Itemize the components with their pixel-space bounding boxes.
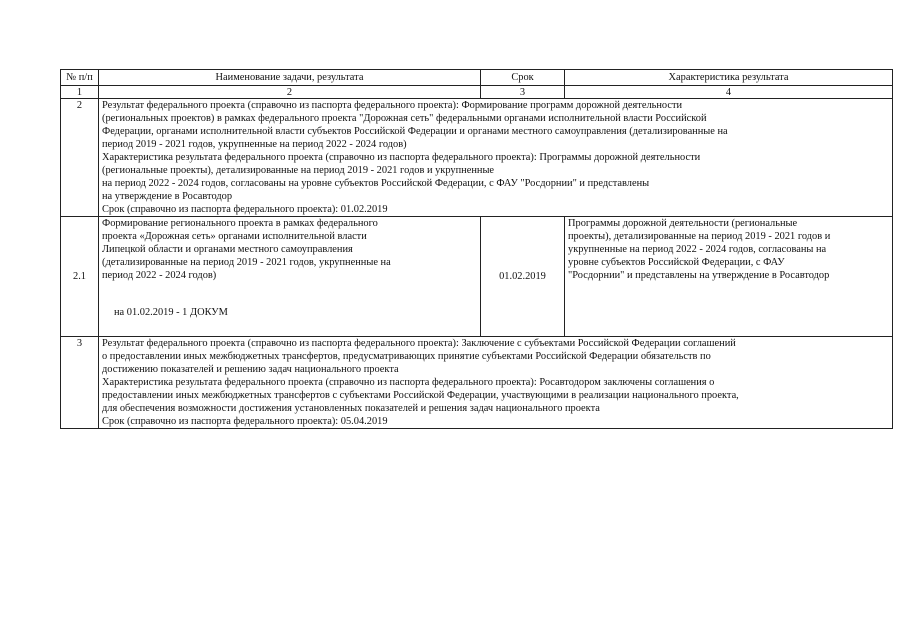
characteristic-text-line: (региональные проекты), детализированные на период 2019 - 2021 годов и укрупненные bbox=[102, 165, 495, 176]
row-number: 2.1 bbox=[61, 217, 99, 337]
header-name: Наименование задачи, результата bbox=[99, 70, 481, 86]
characteristic-text-line: предоставлении иных межбюджетных трансфертов с субъектами Российской Федерации, участвующими в реализации национального проекта, bbox=[102, 390, 739, 401]
federal-result-block bbox=[99, 99, 893, 217]
header-num: № п/п bbox=[61, 70, 99, 86]
column-number: 3 bbox=[481, 86, 565, 99]
documents-count: на 01.02.2019 - 1 ДОКУМ bbox=[114, 307, 228, 318]
characteristic-text-line: укрупненные на период 2022 - 2024 годов, согласованы на bbox=[568, 244, 827, 255]
characteristic-text-line: Программы дорожной деятельности (региональные bbox=[568, 218, 798, 229]
result-text-line: Результат федерального проекта (справочно из паспорта федерального проекта): Заключение с субъектами Российской Федерации соглашений bbox=[102, 338, 736, 349]
header-term: Срок bbox=[481, 70, 565, 86]
column-number: 2 bbox=[99, 86, 481, 99]
characteristic-text-line: на период 2022 - 2024 годов, согласованы на уровне субъектов Российской Федерации, с ФАУ "Росдорнии" и представлены bbox=[102, 178, 650, 189]
table-row bbox=[61, 99, 893, 217]
result-text-line: (региональных проектов) в рамках федерального проекта "Дорожная сеть" федеральными органами исполнительной власти Российской bbox=[102, 113, 707, 124]
deadline-text-line: Срок (справочно из паспорта федерального проекта): 01.02.2019 bbox=[102, 204, 388, 215]
results-table bbox=[60, 69, 893, 429]
result-text-line: период 2019 - 2021 годов, укрупненные на период 2022 - 2024 годов) bbox=[102, 139, 407, 150]
result-text-line: Результат федерального проекта (справочно из паспорта федерального проекта): Формирование программ дорожной деятельности bbox=[102, 100, 683, 111]
table-row bbox=[61, 217, 893, 337]
task-cell bbox=[99, 217, 481, 337]
row-number: 2 bbox=[61, 99, 99, 217]
characteristic-text-line: Характеристика результата федерального проекта (справочно из паспорта федерального проекта): Программы дорожной деятельности bbox=[102, 152, 701, 163]
deadline-text-line: Срок (справочно из паспорта федерального проекта): 05.04.2019 bbox=[102, 416, 388, 427]
characteristic-text-line: "Росдорнии" и представлены на утверждение в Росавтодор bbox=[568, 270, 830, 281]
federal-result-block bbox=[99, 337, 893, 429]
characteristic-text-line: проекты), детализированные на период 2019 - 2021 годов и bbox=[568, 231, 831, 242]
task-text-line: (детализированные на период 2019 - 2021 годов, укрупненные на bbox=[102, 257, 391, 268]
characteristic-text-line: Характеристика результата федерального проекта (справочно из паспорта федерального проекта): Росавтодором заключены соглашения о bbox=[102, 377, 715, 388]
characteristic-text-line: для обеспечения возможности достижения установленных показателей и решения задач национального проекта bbox=[102, 403, 600, 414]
task-text-line: Липецкой области и органами местного самоуправления bbox=[102, 244, 353, 255]
task-text-line: период 2022 - 2024 годов) bbox=[102, 270, 217, 281]
characteristic-cell bbox=[565, 217, 893, 337]
term-cell: 01.02.2019 bbox=[481, 217, 565, 337]
column-number: 1 bbox=[61, 86, 99, 99]
task-text-line: Формирование регионального проекта в рамках федерального bbox=[102, 218, 378, 229]
column-numbers-row bbox=[61, 86, 893, 99]
table-row bbox=[61, 337, 893, 429]
header-characteristic: Характеристика результата bbox=[565, 70, 893, 86]
task-text-line: проекта «Дорожная сеть» органами исполнительной власти bbox=[102, 231, 367, 242]
result-text-line: о предоставлении иных межбюджетных трансфертов, предусматривающих принятие субъектами Российской Федерации обязательств по bbox=[102, 351, 711, 362]
column-number: 4 bbox=[565, 86, 893, 99]
result-text-line: достижению показателей и решению задач национального проекта bbox=[102, 364, 399, 375]
characteristic-text-line: на утверждение в Росавтодор bbox=[102, 191, 233, 202]
table-header-row bbox=[61, 70, 893, 86]
characteristic-text-line: уровне субъектов Российской Федерации, с ФАУ bbox=[568, 257, 785, 268]
row-number: 3 bbox=[61, 337, 99, 429]
result-text-line: Федерации, органами исполнительной власти субъектов Российской Федерации и органами местного самоуправления (детализированные на bbox=[102, 126, 728, 137]
